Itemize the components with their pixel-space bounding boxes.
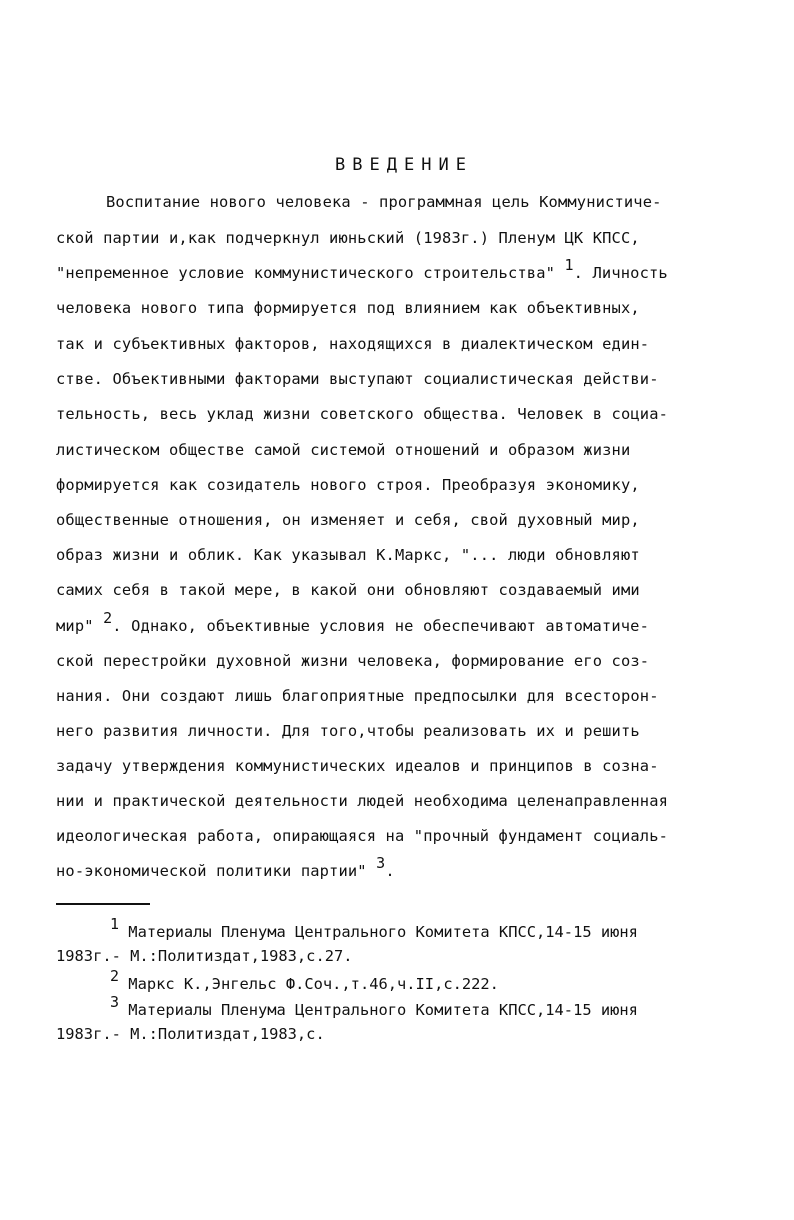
footnote-3 — [110, 993, 638, 1020]
body-text: "непременное условие коммунистического строительства" — [56, 264, 565, 282]
body-text: . — [385, 862, 395, 880]
footnote-number: 2 — [110, 967, 120, 985]
body-line: идеологическая работа, опирающаяся на "прочный фундамент социаль- — [56, 827, 669, 845]
body-line: стве. Объективными факторами выступают социалистическая действи- — [56, 370, 659, 388]
body-line: ской партии и,как подчеркнул июньский (1983г.) Пленум ЦК КПСС, — [56, 229, 640, 247]
body-line: задачу утверждения коммунистических идеалов и принципов в созна- — [56, 757, 659, 775]
body-line: формируется как созидатель нового строя. Преобразуя экономику, — [56, 476, 640, 494]
page-title: ВВЕДЕНИЕ — [335, 155, 473, 175]
footnote-2 — [110, 967, 499, 994]
body-line: ской перестройки духовной жизни человека, формирование его соз- — [56, 652, 650, 670]
body-line: так и субъективных факторов, находящихся в диалектическом един- — [56, 335, 650, 353]
footnote-divider — [56, 903, 150, 905]
body-line: Воспитание нового человека - программная цель Коммунистиче- — [106, 193, 662, 211]
footnote-1-continued: 1983г.- М.:Политиздат,1983,с.27. — [56, 947, 353, 965]
footnote-ref-1: 1 — [564, 256, 574, 274]
footnote-text: Материалы Пленума Центрального Комитета КПСС,14-15 июня — [119, 1001, 638, 1019]
body-line: образ жизни и облик. Как указывал К.Маркс, "... люди обновляют — [56, 546, 640, 564]
body-line: листическом обществе самой системой отношений и образом жизни — [56, 441, 631, 459]
body-line: нания. Они создают лишь благоприятные предпосылки для всесторон- — [56, 687, 659, 705]
body-line: человека нового типа формируется под влиянием как объективных, — [56, 299, 640, 317]
body-line: самих себя в такой мере, в какой они обновляют создаваемый ими — [56, 581, 640, 599]
footnote-number: 1 — [110, 915, 120, 933]
body-line — [56, 609, 649, 636]
footnote-1 — [110, 915, 638, 942]
body-line: тельность, весь уклад жизни советского общества. Человек в социа- — [56, 405, 669, 423]
footnote-number: 3 — [110, 993, 120, 1011]
body-line: общественные отношения, он изменяет и себя, свой духовный мир, — [56, 511, 640, 529]
body-line: него развития личности. Для того,чтобы реализовать их и решить — [56, 722, 640, 740]
footnote-ref-2: 2 — [103, 609, 113, 627]
footnote-ref-3: 3 — [376, 854, 386, 872]
body-text: но-экономической политики партии" — [56, 862, 377, 880]
footnote-3-continued: 1983г.- М.:Политиздат,1983,с. — [56, 1025, 325, 1043]
body-line — [56, 854, 395, 881]
body-line — [56, 256, 668, 283]
body-text: мир" — [56, 617, 104, 635]
footnote-text: Маркс К.,Энгельс Ф.Соч.,т.46,ч.II,с.222. — [119, 975, 499, 993]
body-line: нии и практической деятельности людей необходима целенаправленная — [56, 792, 669, 810]
footnote-text: Материалы Пленума Центрального Комитета КПСС,14-15 июня — [119, 923, 638, 941]
body-text: . Однако, объективные условия не обеспечивают автоматиче- — [112, 617, 649, 635]
body-text: . Личность — [573, 264, 668, 282]
